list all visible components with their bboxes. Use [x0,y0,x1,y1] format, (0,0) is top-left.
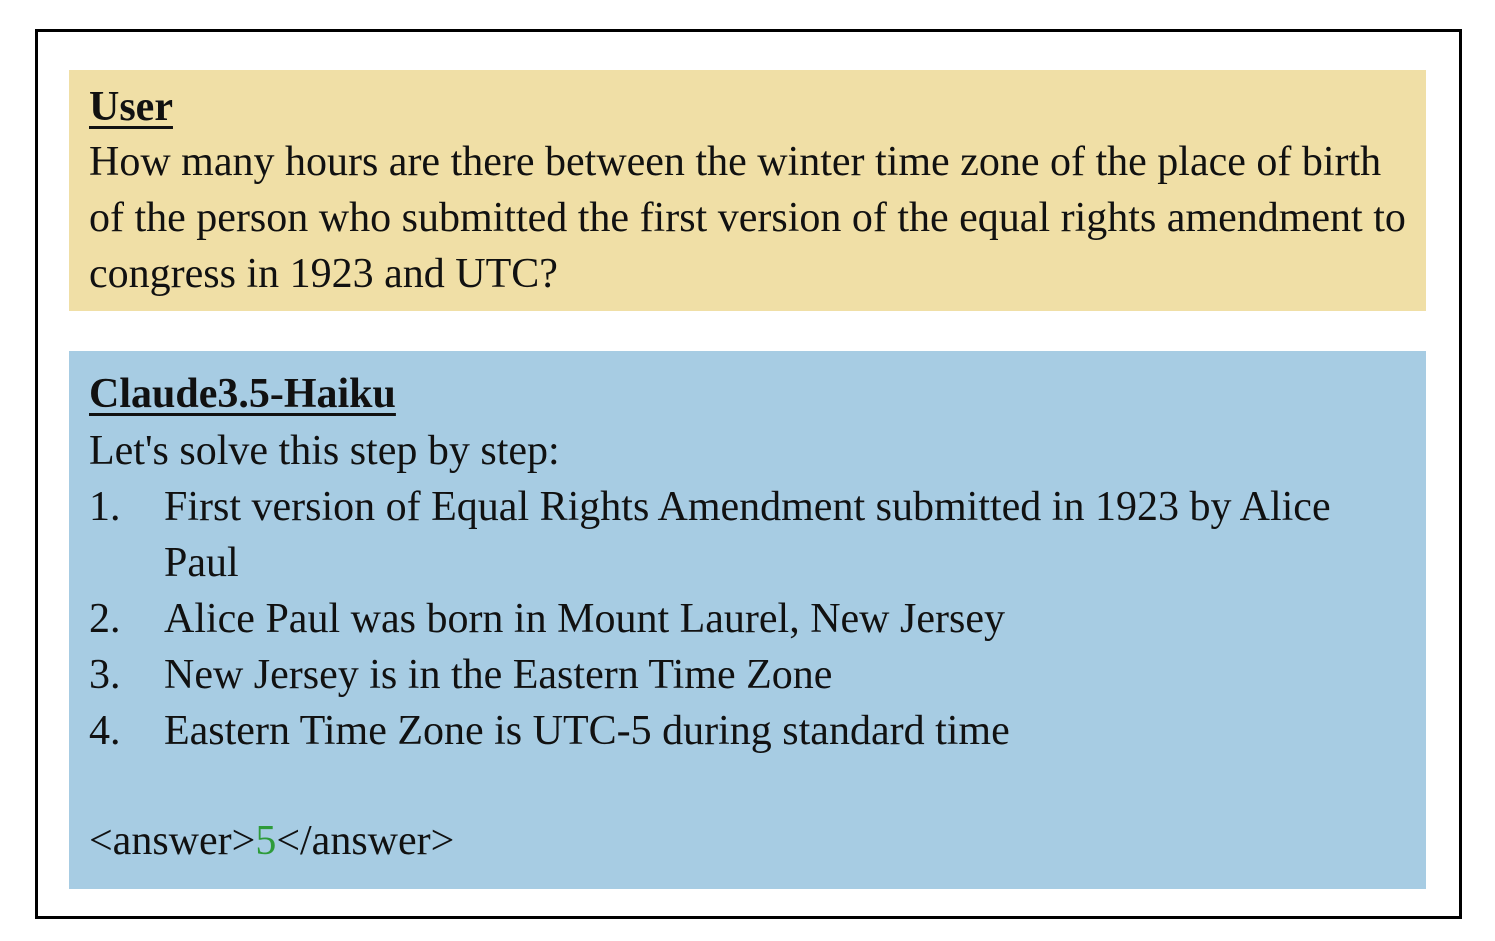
answer-open-tag: <answer> [89,818,256,864]
answer-close-tag: </answer> [276,818,455,864]
step-text: Eastern Time Zone is UTC-5 during standard time [164,708,1010,754]
list-item [89,647,1406,703]
step-list [89,479,1406,759]
step-text: New Jersey is in the Eastern Time Zone [164,652,833,698]
step-number: 4. [89,708,121,754]
user-question: How many hours are there between the winter time zone of the place of birth of the person who submitted the first version of the equal rights amendment to congress in 1923 and UTC? [89,139,1406,297]
user-message-panel [69,70,1426,311]
response-intro: Let's solve this step by step: [89,428,560,474]
step-text: First version of Equal Rights Amendment submitted in 1923 by Alice Paul [164,484,1331,586]
list-item [89,591,1406,647]
answer-value: 5 [255,818,277,864]
step-number: 2. [89,596,121,642]
step-number: 1. [89,484,121,530]
list-item [89,479,1406,591]
answer-line [89,813,454,869]
step-number: 3. [89,652,121,698]
list-item [89,703,1406,759]
user-heading: User [89,84,173,130]
model-response-panel [69,351,1426,889]
step-text: Alice Paul was born in Mount Laurel, New Jersey [164,596,1005,642]
model-heading: Claude3.5-Haiku [89,371,396,417]
